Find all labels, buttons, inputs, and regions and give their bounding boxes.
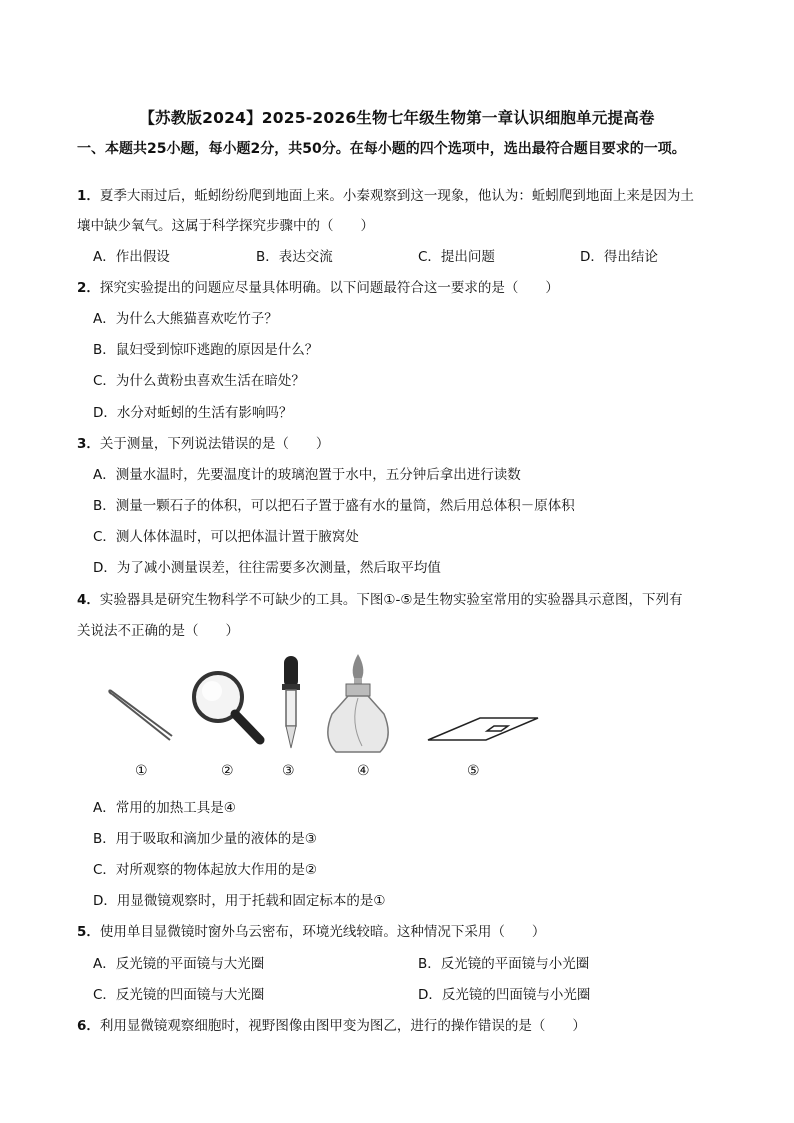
q5-option-a: A．反光镜的平面镜与大光圈	[93, 956, 265, 972]
q4-option-c: C．对所观察的物体起放大作用的是②	[93, 862, 318, 878]
q2-option-d: D．水分对蚯蚓的生活有影响吗？	[93, 405, 293, 421]
page-title: 【苏教版2024】2025-2026生物七年级生物第一章认识细胞单元提高卷	[139, 109, 655, 127]
q2-option-a: A．为什么大熊猫喜欢吃竹子？	[93, 311, 278, 327]
q5-option-b: B．反光镜的平面镜与小光圈	[418, 956, 590, 972]
tweezers-icon	[109, 690, 172, 740]
dropper-icon	[282, 656, 300, 748]
q1-option-d: D．得出结论	[580, 249, 658, 265]
question-6-stem: 6．利用显微镜观察细胞时，视野图像由图甲变为图乙，进行的操作错误的是（ ）	[77, 1018, 586, 1034]
question-4-line-1: 4．实验器具是研究生物科学不可缺少的工具。下图①-⑤是生物实验室常用的实验器具示意图，下列有	[77, 592, 683, 608]
question-4-line-2: 关说法不正确的是（ ）	[77, 623, 239, 639]
question-5-stem: 5．使用单目显微镜时窗外乌云密布，环境光线较暗。这种情况下采用（ ）	[77, 924, 546, 940]
figure-label-4: ④	[357, 763, 370, 779]
q3-option-b: B．测量一颗石子的体积，可以把石子置于盛有水的量筒，然后用总体积－原体积	[93, 498, 575, 514]
q1-option-c: C．提出问题	[418, 249, 495, 265]
q1-option-b: B．表达交流	[256, 249, 333, 265]
question-3-number: 3．	[77, 436, 100, 452]
figure-label-5: ⑤	[467, 763, 480, 779]
question-2-number: 2．	[77, 280, 100, 296]
figure-label-2: ②	[221, 763, 234, 779]
glass-slide-icon	[428, 718, 538, 740]
q3-option-c: C．测人体体温时，可以把体温计置于腋窝处	[93, 529, 359, 545]
q4-option-d: D．用显微镜观察时，用于托载和固定标本的是①	[93, 893, 386, 909]
question-5-number: 5．	[77, 924, 100, 940]
q2-option-c: C．为什么黄粉虫喜欢生活在暗处？	[93, 373, 305, 389]
question-6-number: 6．	[77, 1018, 100, 1034]
figure-label-3: ③	[282, 763, 295, 779]
q5-option-c: C．反光镜的凹面镜与大光圈	[93, 987, 265, 1003]
magnifying-glass-icon	[194, 673, 260, 740]
section-header: 一、本题共25小题，每小题2分，共50分。在每小题的四个选项中，选出最符合题目要求的一项。	[77, 141, 686, 157]
q4-option-a: A．常用的加热工具是④	[93, 800, 236, 816]
question-1-line-1: 1．夏季大雨过后，蚯蚓纷纷爬到地面上来。小秦观察到这一现象，他认为：蚯蚓爬到地面上来是因为土	[77, 188, 694, 204]
question-2-stem: 2．探究实验提出的问题应尽量具体明确。以下问题最符合这一要求的是（ ）	[77, 280, 559, 296]
q1-option-a: A．作出假设	[93, 249, 170, 265]
question-3-stem: 3．关于测量，下列说法错误的是（ ）	[77, 436, 330, 452]
q5-option-d: D．反光镜的凹面镜与小光圈	[418, 987, 591, 1003]
q4-option-b: B．用于吸取和滴加少量的液体的是③	[93, 831, 317, 847]
lab-equipment-figure	[100, 648, 540, 760]
question-1-line-2: 壤中缺少氧气。这属于科学探究步骤中的（ ）	[77, 218, 374, 234]
question-4-number: 4．	[77, 592, 100, 608]
q2-option-b: B．鼠妇受到惊吓逃跑的原因是什么？	[93, 342, 319, 358]
alcohol-lamp-icon	[328, 654, 388, 752]
figure-label-1: ①	[135, 763, 148, 779]
q3-option-a: A．测量水温时，先要温度计的玻璃泡置于水中，五分钟后拿出进行读数	[93, 467, 521, 483]
question-1-number: 1．	[77, 188, 100, 204]
q3-option-d: D．为了减小测量误差，往往需要多次测量，然后取平均值	[93, 560, 441, 576]
